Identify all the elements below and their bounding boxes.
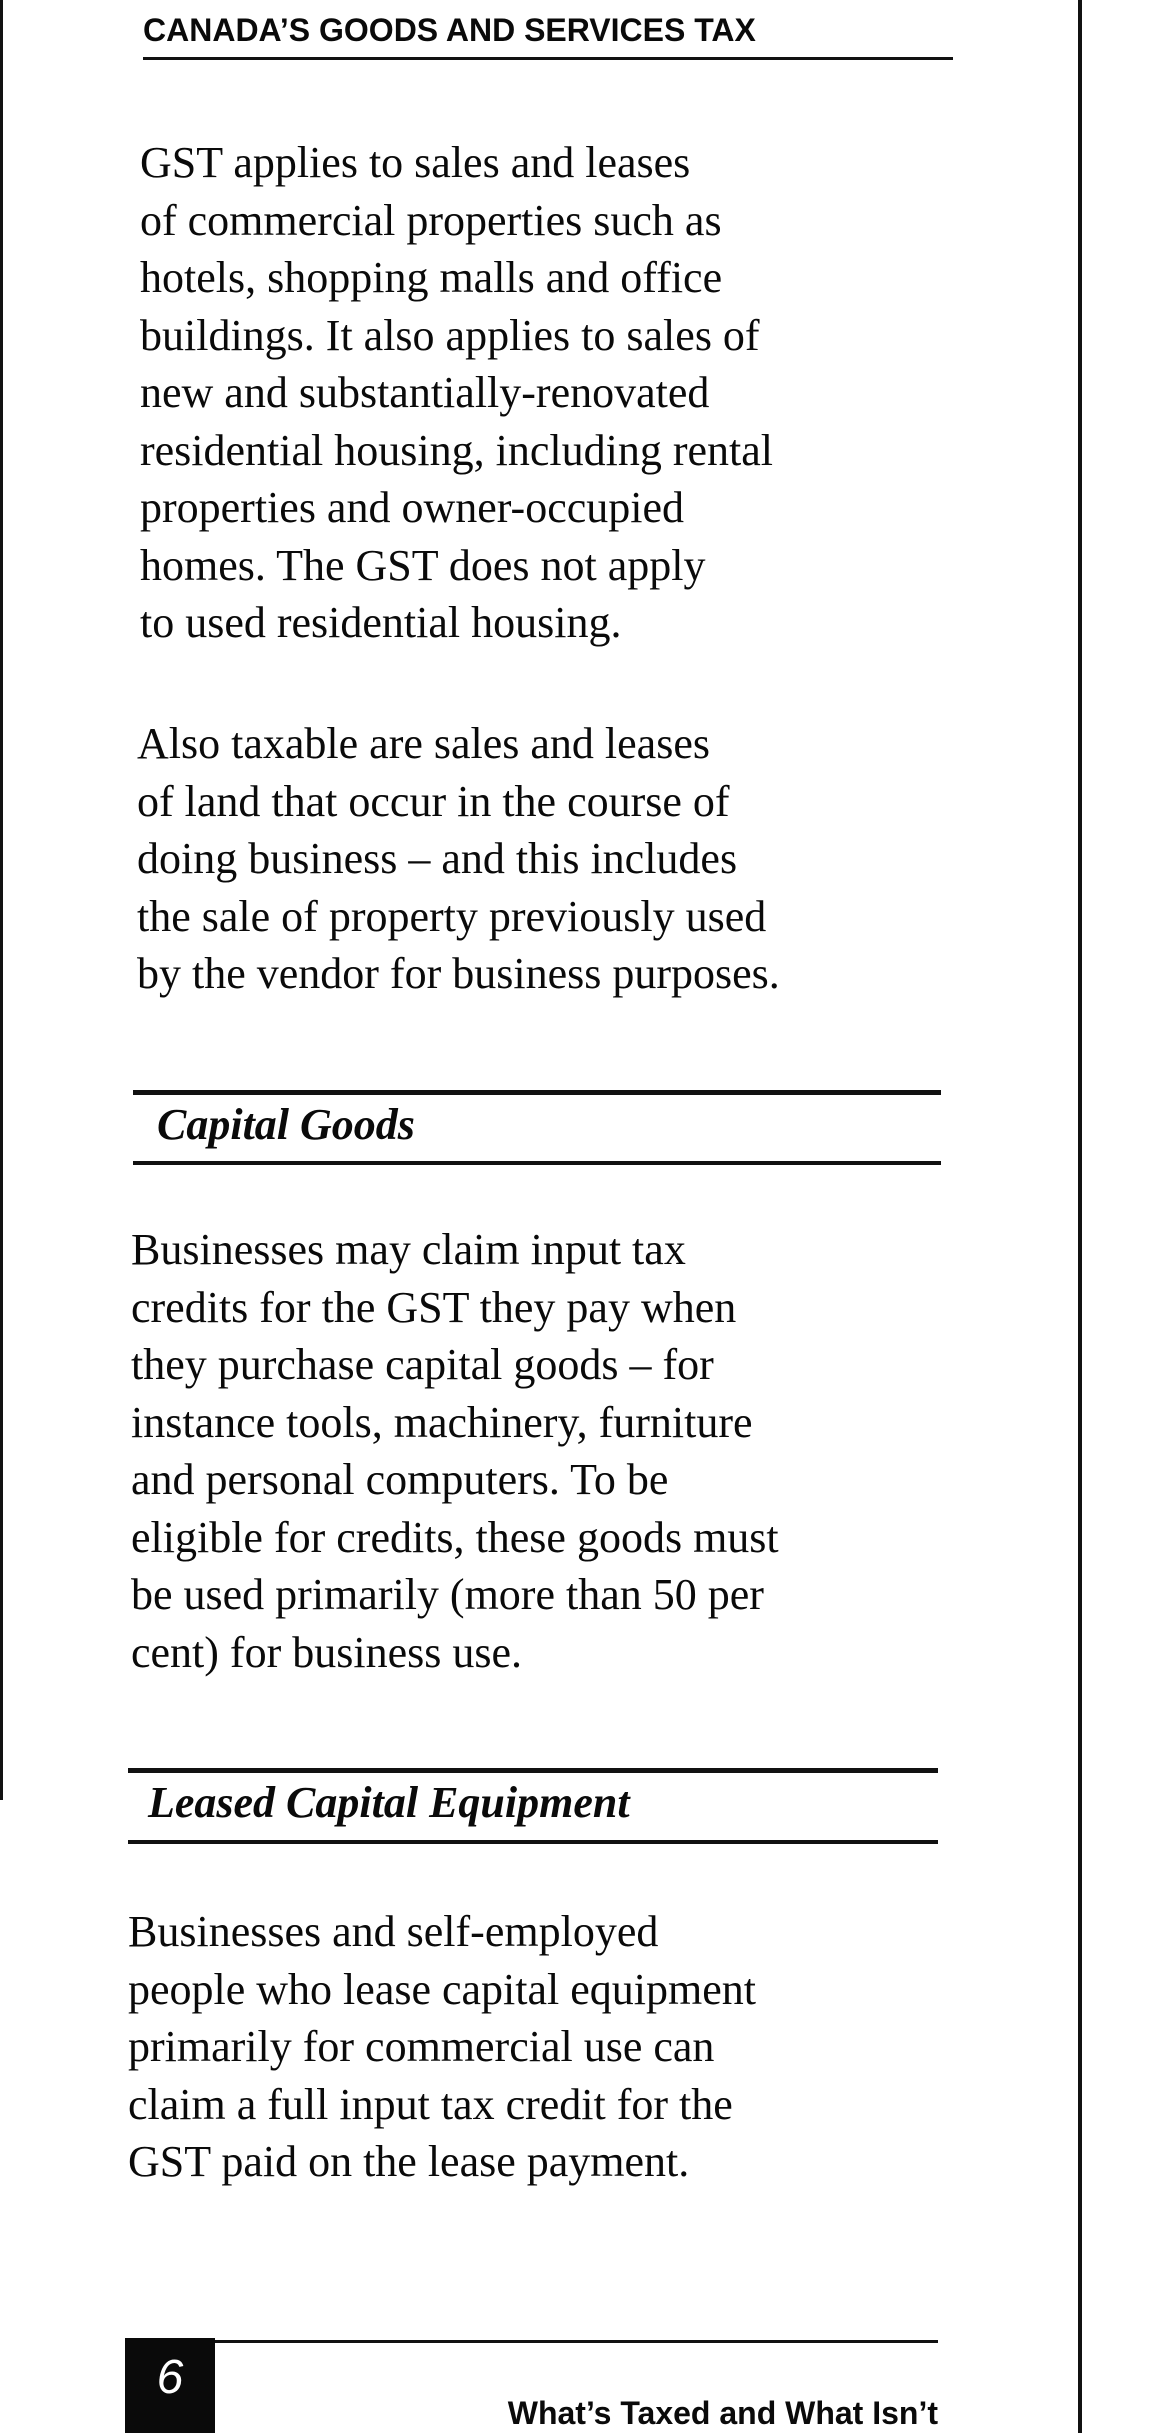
section-heading-capital-goods-label: Capital Goods [157,1100,415,1149]
section-heading-capital-goods [133,1090,941,1165]
running-header: CANADA’S GOODS AND SERVICES TAX [143,12,953,60]
paragraph-leased-equipment: Businesses and self-employed people who lease capital equipment primarily for commercial use can claim a full input tax credit for the GST paid on the lease payment. [128,1907,756,2186]
section-heading-leased-capital-equipment [128,1768,938,1844]
paragraph-commercial-properties: GST applies to sales and leases of commercial properties such as hotels, shopping malls and office buildings. It also applies to sales of new and substantially-renovated residential housing, including rental properties and owner-occupied homes. The GST does not apply to used residential housing. [140,138,773,647]
paragraph-capital-goods: Businesses may claim input tax credits for the GST they pay when they purchase capital goods – for instance tools, machinery, furniture and personal computers. To be eligible for credits, these goods must be used primarily (more than 50 per cent) for business use. [131,1225,779,1677]
section-heading-leased-capital-equipment-label: Leased Capital Equipment [148,1778,630,1827]
scan-edge-right [1078,0,1082,2433]
footer-rule [213,2340,938,2343]
scan-edge-left [0,0,3,1800]
footer-title: What’s Taxed and What Isn’t [507,2395,938,2431]
page-number: 6 [125,2338,215,2433]
paragraph-land-sales: Also taxable are sales and leases of land that occur in the course of doing business – and this includes the sale of property previously used by the vendor for business purposes. [137,719,780,998]
